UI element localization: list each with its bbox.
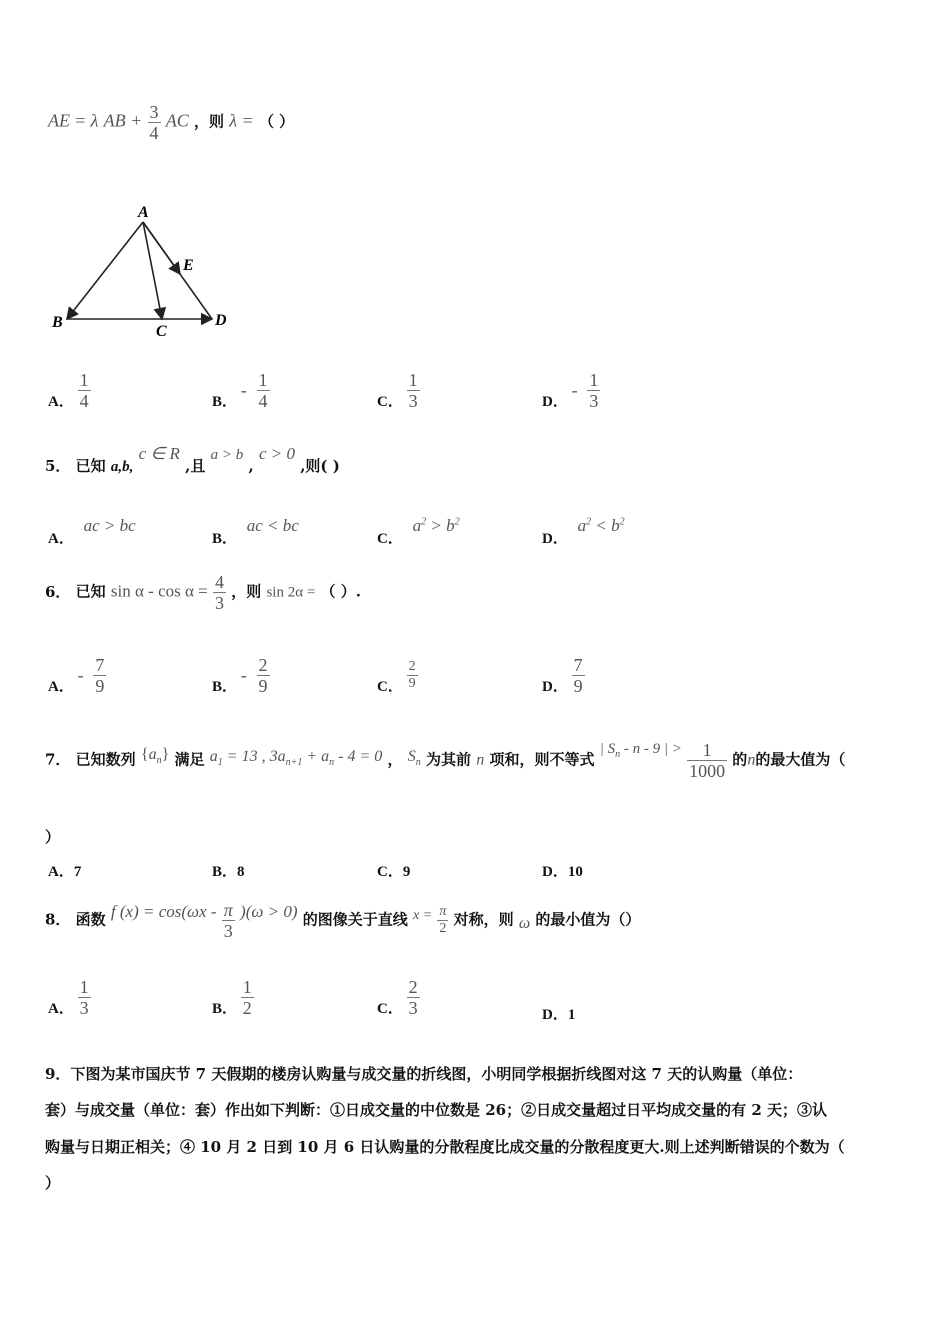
- q8-option-b-frac: [241, 977, 254, 1018]
- q7-option-b-label: B．: [212, 864, 238, 880]
- q5-option-c-exp-b: 2: [454, 516, 460, 528]
- q5-option-a[interactable]: [48, 515, 136, 547]
- q7-frac-num: 1: [702, 740, 712, 760]
- q7-option-a[interactable]: [48, 860, 81, 881]
- q4-eq-sign: =: [75, 110, 86, 131]
- q4-frac-den: 4: [149, 123, 159, 143]
- q8-option-a-num: 1: [79, 977, 89, 997]
- q7-ineq-sub: n: [615, 748, 621, 760]
- q9-line1-text: 下图为某市国庆节 7 天假期的楼房认购量与成交量的折线图，小明同学根据折线图对这 7 天的认购量（单位：: [70, 1065, 803, 1083]
- label-e: E: [183, 257, 194, 274]
- q8-text2: 的图像关于直线: [302, 910, 408, 929]
- q5-text1: 已知: [75, 457, 106, 475]
- q4-eq-ac: AC: [165, 110, 189, 131]
- q5-option-d-label: D．: [542, 531, 568, 547]
- label-d: D: [215, 312, 227, 329]
- q6-option-d-label: D．: [542, 679, 568, 695]
- q8-option-a[interactable]: [48, 977, 91, 1018]
- q8-line-x: x =: [412, 907, 433, 923]
- q4-option-a-num: 1: [79, 370, 89, 390]
- q7-number: 7．: [45, 750, 71, 769]
- q6-text1: 已知: [75, 582, 106, 601]
- q7-option-b[interactable]: [212, 860, 245, 881]
- q8-option-c-den: 3: [408, 998, 418, 1018]
- q7-option-c-label: C．: [377, 864, 403, 880]
- q6-option-b[interactable]: [212, 655, 270, 696]
- q4-option-a-den: 4: [79, 391, 89, 411]
- q8-expr-b: )(ω > 0): [240, 901, 298, 921]
- q4-option-d-sign: -: [571, 380, 578, 400]
- q7-sn-sub: n: [415, 756, 421, 768]
- q4-tail: ，则: [194, 112, 225, 131]
- q5-option-b-expr: ac < bc: [246, 516, 299, 535]
- q7-condition: [209, 747, 383, 768]
- q6-number: 6．: [45, 582, 71, 601]
- q7-ineq: | S: [599, 740, 616, 757]
- q6-option-c-label: C．: [377, 679, 403, 695]
- q7-text6: 的: [732, 750, 748, 769]
- q4-option-d-label: D．: [542, 394, 568, 410]
- q8-stem: [45, 900, 640, 941]
- q6-frac-num: 4: [214, 572, 224, 592]
- q5-comma: ,: [248, 457, 254, 475]
- q7-text4: 为其前: [425, 750, 471, 769]
- q4-fraction: [148, 102, 161, 143]
- q8-option-b-den: 2: [242, 998, 252, 1018]
- q7-text7: 的最大值为（: [755, 750, 846, 769]
- q6-expr: sin α - cos α =: [110, 581, 208, 601]
- q6-text3: （ ）.: [320, 582, 361, 601]
- q6-option-d-frac: [572, 655, 585, 696]
- q5-option-d-b: b: [611, 516, 620, 535]
- q8-option-c-num: 2: [408, 977, 418, 997]
- q6-option-a-frac: [93, 655, 106, 696]
- q6-option-c-den: 9: [408, 676, 416, 691]
- q5-option-d-rel: <: [591, 516, 612, 535]
- q4-option-a-frac: [78, 370, 91, 411]
- q7-option-c[interactable]: [377, 860, 410, 881]
- q7-option-d[interactable]: [542, 860, 583, 881]
- q4-tail-paren: （ ）: [258, 112, 295, 131]
- q5-cond2: a > b: [210, 447, 244, 463]
- q7-cond-a: a: [209, 747, 218, 765]
- q6-option-a-den: 9: [95, 676, 105, 696]
- q7-option-c-value: 9: [402, 864, 411, 880]
- q6-option-b-den: 9: [258, 676, 268, 696]
- q6-option-d-num: 7: [573, 655, 583, 675]
- q4-lambda: λ: [90, 110, 99, 131]
- q5-text2: ,且: [185, 457, 206, 475]
- q4-option-c-num: 1: [408, 370, 418, 390]
- q7-cond-a-sub: 1: [217, 756, 223, 768]
- q5-option-d-exp-b: 2: [619, 516, 625, 528]
- q4-option-d-den: 3: [589, 391, 599, 411]
- label-c: C: [156, 323, 167, 340]
- q8-option-b-num: 1: [242, 977, 252, 997]
- q9-line-2: 套）与成交量（单位：套）作出如下判断：①日成交量的中位数是 26；②日成交量超过日平均成交量的有 2 天；③认: [45, 1101, 827, 1119]
- q5-stem: [45, 444, 340, 476]
- q7-text1: 已知数列: [75, 750, 136, 769]
- q8-expr-a: f (x) = cos(ωx -: [110, 901, 217, 921]
- q7-cond-sub2: n+1: [285, 756, 303, 768]
- q5-option-d-expr: [578, 516, 625, 535]
- q5-option-a-label: A．: [48, 531, 74, 547]
- q8-option-d-value: 1: [567, 1007, 576, 1023]
- q7-seq: a: [148, 745, 157, 763]
- q5-option-c-expr: [413, 516, 460, 535]
- q6-option-a-label: A．: [48, 679, 74, 695]
- q4-eq-left: AE: [48, 110, 70, 131]
- q4-option-d[interactable]: [542, 370, 600, 411]
- q8-option-d-label: D．: [542, 1007, 568, 1023]
- q6-option-d-den: 9: [573, 676, 583, 696]
- q6-option-a-num: 7: [95, 655, 105, 675]
- q4-option-b-num: 1: [258, 370, 268, 390]
- q8-text4: 的最小值为（）: [535, 910, 641, 929]
- q8-text1: 函数: [75, 910, 106, 929]
- q6-fraction: [213, 572, 226, 613]
- q5-option-a-expr: ac > bc: [83, 516, 136, 535]
- q6-option-c-frac: [407, 659, 418, 692]
- q4-option-b-den: 4: [258, 391, 268, 411]
- q4-option-a-label: A．: [48, 394, 74, 410]
- q8-option-a-den: 3: [79, 998, 89, 1018]
- q8-option-c-frac: [407, 977, 420, 1018]
- q6-option-a-sign: -: [77, 665, 84, 685]
- q4-option-b-frac: [257, 370, 270, 411]
- q6-option-b-label: B．: [212, 679, 238, 695]
- q7-option-d-label: D．: [542, 864, 568, 880]
- q8-line-frac: [437, 904, 448, 937]
- q6-option-b-num: 2: [258, 655, 268, 675]
- q8-option-b-label: B．: [212, 1001, 238, 1017]
- q7-text2: 满足: [174, 750, 205, 769]
- q7-n1: n: [476, 751, 485, 769]
- q6-expr2: sin 2α =: [266, 584, 316, 601]
- q6-option-d[interactable]: [542, 655, 585, 696]
- q7-cond-sub3: n: [329, 756, 335, 768]
- q6-option-c[interactable]: [377, 655, 418, 696]
- q5-option-c-exp-a: 2: [421, 516, 427, 528]
- q7-text3: ，: [387, 750, 403, 769]
- q7-wrap: ）: [45, 828, 61, 846]
- q7-option-a-value: 7: [73, 864, 82, 880]
- label-a: A: [138, 204, 149, 221]
- q4-option-c-label: C．: [377, 394, 403, 410]
- q7-seq-sub: n: [156, 754, 162, 766]
- q9-line-1: [45, 1063, 802, 1084]
- q8-pi-den: 3: [222, 920, 235, 941]
- q5-option-b-label: B．: [212, 531, 238, 547]
- q5-vars: a,b,: [110, 459, 134, 475]
- q8-pi-num: π: [223, 900, 233, 920]
- q8-text3: 对称，则: [453, 910, 514, 929]
- q7-option-b-value: 8: [237, 864, 245, 880]
- q7-text5: 项和，则不等式: [489, 750, 595, 769]
- q5-cond3: c > 0: [258, 444, 295, 463]
- q6-frac-den: 3: [214, 593, 224, 613]
- q8-line-den: 2: [437, 920, 448, 937]
- q4-option-b[interactable]: [212, 370, 270, 411]
- q8-option-c[interactable]: [377, 977, 420, 1018]
- q4-frac-num: 3: [149, 102, 159, 122]
- q4-tail-eq: λ =: [229, 110, 254, 131]
- q7-cond-end: - 4 = 0: [334, 747, 383, 765]
- q5-text3: ,则( ): [300, 457, 340, 475]
- q4-option-c-den: 3: [408, 391, 418, 411]
- q5-option-d-a: a: [577, 516, 587, 535]
- q4-triangle-figure: [40, 195, 250, 345]
- q4-stem: [48, 102, 294, 143]
- q4-option-d-num: 1: [589, 370, 599, 390]
- q9-number: 9．: [45, 1065, 71, 1083]
- q8-pi-frac: [222, 900, 235, 941]
- q4-option-b-sign: -: [240, 380, 247, 400]
- q4-option-b-label: B．: [212, 394, 238, 410]
- q7-option-d-value: 10: [567, 864, 583, 880]
- q4-eq-ab: AB +: [103, 110, 143, 131]
- q8-omega: ω: [518, 914, 531, 932]
- q5-option-d[interactable]: [542, 515, 625, 547]
- q6-option-a[interactable]: [48, 655, 106, 696]
- q8-line-num: π: [439, 904, 447, 919]
- q7-option-a-label: A．: [48, 864, 74, 880]
- q9-line-4: ）: [45, 1174, 61, 1192]
- q8-option-a-label: A．: [48, 1001, 74, 1017]
- q5-option-d-exp-a: 2: [586, 516, 592, 528]
- q7-cond-mid: = 13 , 3a: [222, 747, 286, 765]
- q8-option-a-frac: [78, 977, 91, 1018]
- q5-cond1: c ∈ R: [138, 444, 180, 463]
- q6-text2: ，则: [231, 582, 262, 601]
- q7-frac-den: 1000: [689, 761, 726, 781]
- q6-option-b-sign: -: [240, 665, 247, 685]
- q7-cond-plus: + a: [302, 747, 330, 765]
- q6-option-c-num: 2: [408, 659, 416, 674]
- q6-option-b-frac: [257, 655, 270, 696]
- q5-option-b[interactable]: [212, 515, 299, 547]
- q7-stem: 7． 已知数列 $\{a_n\}$ 满足 $a_1 = 13$ , $3a_{n+1} + a_n - 4 = 0$ ， $S_n$ 为其前 n 项和，则不等式 | $S_n$ - n - 9 | > $\frac{1}{1000}$ 的n的最大值为（: [45, 740, 846, 781]
- q6-stem: [45, 572, 361, 613]
- q5-option-c-label: C．: [377, 531, 403, 547]
- q5-option-c-a: a: [412, 516, 422, 535]
- q5-option-c-rel: >: [426, 516, 447, 535]
- q8-number: 8．: [45, 910, 71, 929]
- q7-sn: S: [407, 747, 416, 765]
- q7-fraction: [687, 740, 727, 781]
- q4-option-a[interactable]: [48, 370, 91, 411]
- segment-ab: [67, 222, 143, 319]
- q8-option-b[interactable]: [212, 977, 254, 1018]
- q5-number: 5．: [45, 457, 71, 475]
- label-b: B: [52, 314, 63, 331]
- q8-option-d[interactable]: [542, 1003, 575, 1024]
- q7-ineq-rest: - n - 9 | >: [620, 740, 682, 757]
- q4-option-d-frac: [587, 370, 600, 411]
- q5-option-c[interactable]: [377, 515, 460, 547]
- q4-option-c[interactable]: [377, 370, 420, 411]
- q7-n2: n: [747, 751, 756, 769]
- q5-option-c-b: b: [446, 516, 455, 535]
- q4-option-c-frac: [407, 370, 420, 411]
- q8-option-c-label: C．: [377, 1001, 403, 1017]
- q9-line-3: 购量与日期正相关；④ 10 月 2 日到 10 月 6 日认购量的分散程度比成交量的分散程度更大.则上述判断错误的个数为（: [45, 1138, 845, 1156]
